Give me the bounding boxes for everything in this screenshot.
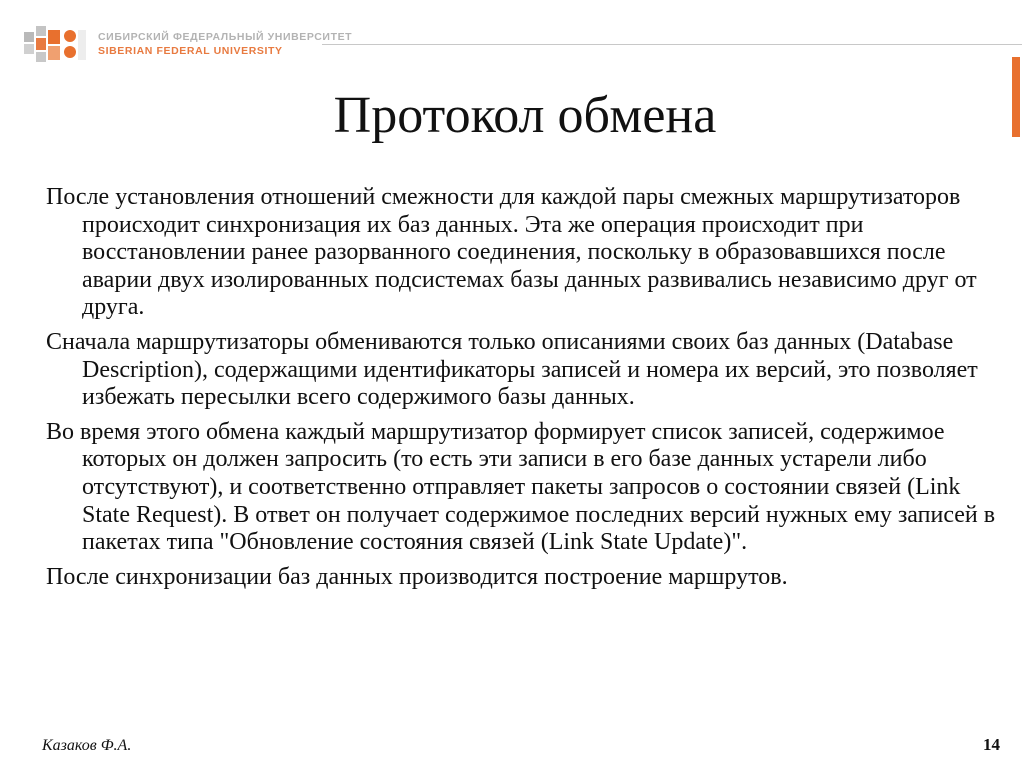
university-name bbox=[98, 30, 352, 58]
sfu-logo-icon bbox=[22, 22, 88, 66]
page-number: 14 bbox=[983, 735, 1000, 754]
body-paragraph: После установления отношений смежности для каждой пары смежных маршрутизаторов происходит синхронизация их баз данных. Эта же операция происходит при восстановлении ранее разорванного соединения, поскольку в образовавшихся после аварии двух изолированных подсистемах базы данных развивались независимо друг от друга. bbox=[46, 184, 977, 321]
university-name-ru: СИБИРСКИЙ ФЕДЕРАЛЬНЫЙ УНИВЕРСИТЕТ bbox=[98, 31, 353, 43]
slide-body bbox=[46, 184, 996, 598]
body-paragraph: Во время этого обмена каждый маршрутизатор формирует список записей, содержимое которых он должен запросить (то есть эти записи в его базе данных устарели либо отсутствуют), и соответственно отправляет пакеты запросов о состоянии связей (Link State Request). В ответ он получает содержимое последних версий нужных ему записей в пакетах типа "Обновление состояния связей (Link State Update)". bbox=[46, 418, 996, 556]
university-name-en: SIBERIAN FEDERAL UNIVERSITY bbox=[98, 45, 283, 57]
body-paragraph: Сначала маршрутизаторы обмениваются только описаниями своих баз данных (Database Description), содержащими идентификаторы записей и номера их версий, это позволяет избежать пересылки всего содержимого базы данных. bbox=[46, 328, 978, 411]
slide-title: Протокол обмена bbox=[333, 87, 717, 144]
body-paragraph: После синхронизации баз данных производится построение маршрутов. bbox=[46, 563, 788, 590]
footer-author: Казаков Ф.А. bbox=[42, 737, 132, 754]
header-divider bbox=[322, 44, 1022, 45]
university-logo bbox=[22, 22, 352, 66]
